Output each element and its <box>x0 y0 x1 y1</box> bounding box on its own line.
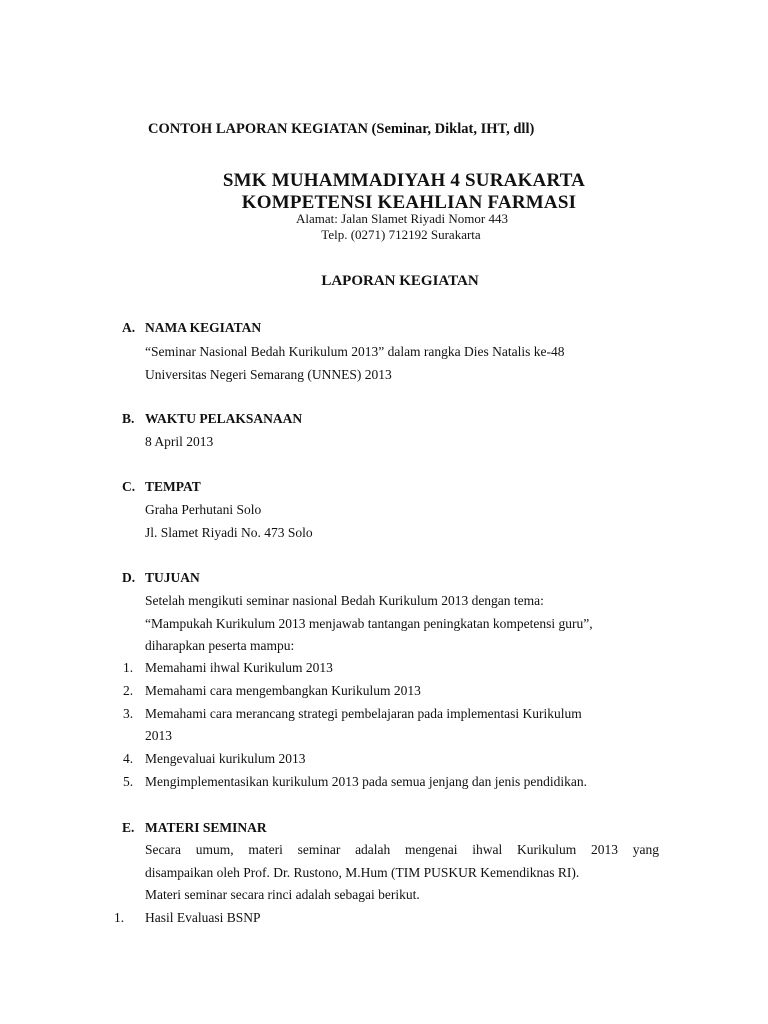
section-a-title: NAMA KEGIATAN <box>145 320 262 335</box>
list-item-number: 5. <box>123 774 134 789</box>
section-e-paragraph-line: disampaikan oleh Prof. Dr. Rustono, M.Hum (TIM PUSKUR Kemendiknas RI). <box>145 865 580 880</box>
section-b-line: 8 April 2013 <box>145 434 214 449</box>
list-item-number: 2. <box>123 683 134 698</box>
list-item-number: 1. <box>123 660 134 675</box>
section-e-title: MATERI SEMINAR <box>145 820 267 835</box>
list-item-continuation: 2013 <box>145 728 172 743</box>
section-d-letter: D. <box>122 570 136 585</box>
section-d-intro-line: Setelah mengikuti seminar nasional Bedah Kurikulum 2013 dengan tema: <box>145 593 544 608</box>
list-item-text: Memahami ihwal Kurikulum 2013 <box>145 660 333 675</box>
list-item-text: Hasil Evaluasi BSNP <box>145 910 261 925</box>
section-b-letter: B. <box>122 411 135 426</box>
section-a-line: Universitas Negeri Semarang (UNNES) 2013 <box>145 367 392 382</box>
list-item-text: Memahami cara merancang strategi pembelajaran pada implementasi Kurikulum <box>145 706 582 721</box>
section-d-title: TUJUAN <box>145 570 200 585</box>
section-e-paragraph-line: Materi seminar secara rinci adalah sebagai berikut. <box>145 887 420 902</box>
section-b-title: WAKTU PELAKSANAAN <box>145 411 303 426</box>
list-item-text: Mengimplementasikan kurikulum 2013 pada semua jenjang dan jenis pendidikan. <box>145 774 588 789</box>
school-name: SMK MUHAMMADIYAH 4 SURAKARTA <box>222 170 586 191</box>
list-item-number: 3. <box>123 706 134 721</box>
section-c-letter: C. <box>122 479 136 494</box>
section-a-line: “Seminar Nasional Bedah Kurikulum 2013” dalam rangka Dies Natalis ke-48 <box>145 344 565 359</box>
school-program: KOMPETENSI KEAHLIAN FARMASI <box>241 192 577 213</box>
document-label: CONTOH LAPORAN KEGIATAN (Seminar, Diklat, IHT, dll) <box>148 121 535 137</box>
section-e-paragraph-line: Secara umum, materi seminar adalah mengenai ihwal Kurikulum 2013 yang <box>145 842 659 857</box>
report-title: LAPORAN KEGIATAN <box>321 273 479 289</box>
section-e-letter: E. <box>122 820 135 835</box>
section-a-letter: A. <box>122 320 136 335</box>
section-c-line: Jl. Slamet Riyadi No. 473 Solo <box>145 525 313 540</box>
section-c-line: Graha Perhutani Solo <box>145 502 262 517</box>
school-phone: Telp. (0271) 712192 Surakarta <box>321 227 481 242</box>
section-c-title: TEMPAT <box>145 479 201 494</box>
school-address: Alamat: Jalan Slamet Riyadi Nomor 443 <box>296 211 508 226</box>
list-item-number: 4. <box>123 751 134 766</box>
section-d-intro-line: diharapkan peserta mampu: <box>145 638 295 653</box>
list-item-text: Memahami cara mengembangkan Kurikulum 2013 <box>145 683 421 698</box>
list-item-number: 1. <box>114 910 125 925</box>
list-item-text: Mengevaluai kurikulum 2013 <box>145 751 306 766</box>
section-d-intro-line: “Mampukah Kurikulum 2013 menjawab tantangan peningkatan kompetensi guru”, <box>145 616 593 631</box>
